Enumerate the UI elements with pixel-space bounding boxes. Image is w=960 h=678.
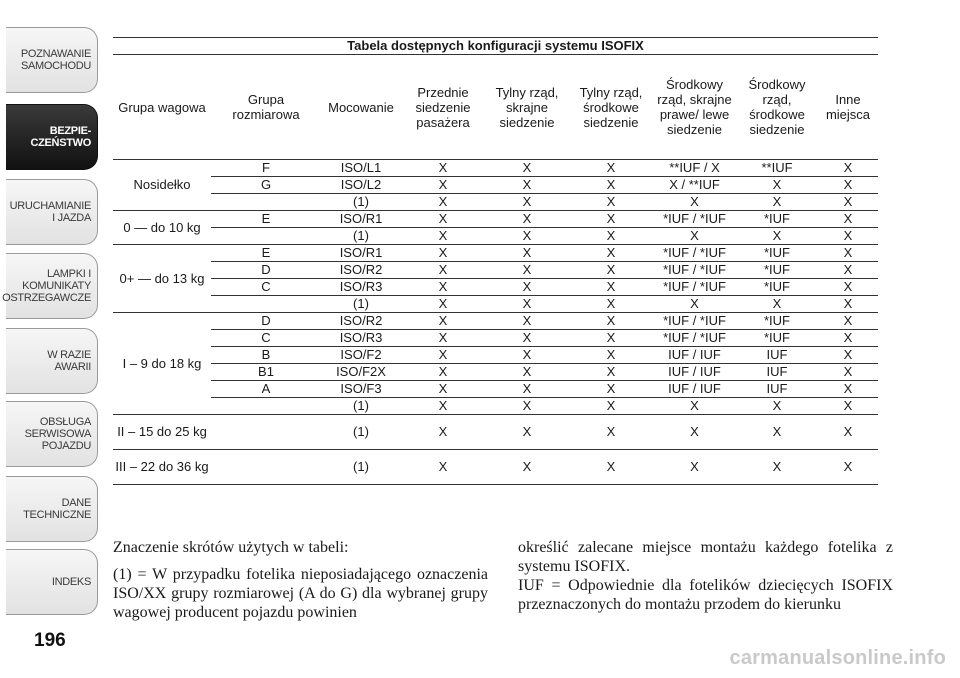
table-cell: *IUF / *IUF [653,262,736,279]
table-row [113,347,878,364]
table-cell: X [818,381,878,398]
table-cell [211,194,321,211]
sidebar-tab-label-line: AWARII [54,361,91,373]
table-cell: X [818,194,878,211]
table-row [113,228,878,245]
table-row [113,177,878,194]
table-cell: X [401,313,485,330]
table-cell: **IUF / X [653,160,736,177]
table-cell: IUF [736,347,818,364]
table-cell: G [211,177,321,194]
notes-left-column [113,538,488,630]
table-row [113,279,878,296]
column-header: Środkowy rząd, skrajne prawe/ lewe siedzenie [653,55,736,160]
table-cell [211,296,321,313]
table-cell: X [818,296,878,313]
table-cell: X [485,415,569,450]
table-cell: X [569,262,653,279]
table-cell: X [569,177,653,194]
sidebar-tab-label [2,268,91,304]
table-cell: X [818,330,878,347]
table-cell: IUF / IUF [653,364,736,381]
table-cell [211,398,321,415]
weight-group-cell: III – 22 do 36 kg [113,450,211,485]
table-cell: ISO/L1 [321,160,401,177]
table-cell: X [485,313,569,330]
isofix-table [113,37,878,485]
table-cell: X [401,415,485,450]
table-cell: **IUF [736,160,818,177]
table-cell: X [653,296,736,313]
table-cell: X [401,398,485,415]
sidebar-tab-label-line: INDEKS [51,576,91,588]
table-cell: X [736,450,818,485]
sidebar-tab-label [25,416,91,452]
table-cell: X [401,450,485,485]
sidebar-tab[interactable] [6,476,98,542]
table-cell: X [653,450,736,485]
table-row [113,194,878,211]
sidebar-tab-label-line: SAMOCHODU [20,60,91,72]
table-cell: *IUF / *IUF [653,245,736,262]
table-cell: X [818,398,878,415]
table-cell: *IUF [736,211,818,228]
table-cell: ISO/R2 [321,313,401,330]
table-cell: X [485,245,569,262]
sidebar-tab[interactable] [6,179,98,245]
table-cell: *IUF [736,279,818,296]
table-cell: F [211,160,321,177]
table-cell: X [818,450,878,485]
weight-group-cell: 0+ — do 13 kg [113,245,211,313]
table-cell: E [211,211,321,228]
sidebar-tab-label-line: SERWISOWA [24,428,91,440]
sidebar-tab-label-line: POZNAWANIE [20,48,91,60]
table-cell: X [818,415,878,450]
table-cell: X [401,262,485,279]
column-header: Mocowanie [321,55,401,160]
table-cell: C [211,330,321,347]
sidebar-tab[interactable] [2,253,98,319]
table-cell: X [401,279,485,296]
table-cell: X [401,296,485,313]
notes-heading: Znaczenie skrótów użytych w tabeli: [113,539,349,556]
table-cell: X [485,211,569,228]
table-cell: X [401,194,485,211]
column-header: Grupa wagowa [113,55,211,160]
table-row [113,296,878,313]
table-cell: X [485,450,569,485]
table-cell: *IUF / *IUF [653,279,736,296]
table-cell: X [485,279,569,296]
sidebar-tab-label [10,200,91,224]
sidebar-tab[interactable] [6,549,98,615]
sidebar-tab-label [23,497,91,521]
table-cell: ISO/R3 [321,330,401,347]
note-3: IUF = Odpowiednie dla fotelików dziecięcych ISOFIX przeznaczonych do montażu przodem do kierunku [518,577,893,613]
table-cell: X [401,245,485,262]
table-cell: X [569,245,653,262]
table-row [113,381,878,398]
sidebar-tab[interactable] [6,328,98,394]
sidebar-tab-label [30,125,91,149]
column-header: Inne miejsca [818,55,878,160]
sidebar-tab-label-line: URUCHAMIANIE [9,200,91,212]
table-cell: X [485,177,569,194]
sidebar-tab-label-line: CZEŃSTWO [30,137,91,149]
column-header: Tylny rząd, skrajne siedzenie [485,55,569,160]
table-header-row [113,55,878,160]
table-cell: X [818,347,878,364]
table-cell: X [401,347,485,364]
table-cell: X [569,364,653,381]
table-cell: E [211,245,321,262]
table-row [113,330,878,347]
table-cell: X [569,330,653,347]
sidebar-tab-label-line: KOMUNIKATY [22,280,91,292]
table-cell: X [569,415,653,450]
sidebar-tab-label-line: OSTRZEGAWCZE [2,292,91,304]
table-cell: X [485,296,569,313]
table-cell: ISO/F2 [321,347,401,364]
table-cell: X [569,347,653,364]
table-cell: X [569,381,653,398]
note-2: określić zalecane miejsce montażu każdego fotelika z systemu ISOFIX. [518,539,893,575]
table-cell: X [485,160,569,177]
watermark: carmanualsonline.info [729,647,946,669]
table-row [113,245,878,262]
table-cell: A [211,381,321,398]
table-cell: X [401,160,485,177]
table-cell: X [569,194,653,211]
table-cell: (1) [321,228,401,245]
table-cell: X [485,381,569,398]
table-cell: X [401,381,485,398]
table-cell: X [736,194,818,211]
table-row [113,364,878,381]
table-cell: X [569,279,653,296]
page-number: 196 [34,630,66,651]
table-cell [211,450,321,485]
table-cell: X [401,330,485,347]
column-header: Tylny rząd, środkowe siedzenie [569,55,653,160]
sidebar-tab[interactable] [6,401,98,467]
table-cell: X [569,313,653,330]
table-cell: X [485,194,569,211]
sidebar-tab-label-line: LAMPKI I [46,268,91,280]
table-cell: *IUF / *IUF [653,313,736,330]
table-cell: X [736,177,818,194]
table-cell: X [401,211,485,228]
table-cell: *IUF [736,245,818,262]
table-cell: *IUF [736,330,818,347]
table-cell: (1) [321,450,401,485]
table-cell: X [485,364,569,381]
table-cell [211,228,321,245]
table-cell: X [818,364,878,381]
table-cell: X / **IUF [653,177,736,194]
table-cell: ISO/R3 [321,279,401,296]
table-cell: X [485,347,569,364]
table-cell: *IUF / *IUF [653,211,736,228]
table-cell: (1) [321,296,401,313]
weight-group-cell: II – 15 do 25 kg [113,415,211,450]
table-cell: *IUF / *IUF [653,330,736,347]
table-cell: X [569,211,653,228]
sidebar-tab[interactable] [6,27,98,93]
sidebar-tab-label [21,48,91,72]
table-cell: X [569,228,653,245]
table-cell: X [818,177,878,194]
table-cell: X [736,296,818,313]
table-cell: IUF [736,364,818,381]
table-cell: *IUF [736,313,818,330]
table-cell: X [818,245,878,262]
sidebar-tab-label-line: DANE [61,497,91,509]
table-cell: X [401,177,485,194]
table-cell: X [485,398,569,415]
table-row [113,160,878,177]
table-row [113,262,878,279]
table-cell: (1) [321,415,401,450]
table-cell: ISO/R1 [321,245,401,262]
weight-group-cell: 0 — do 10 kg [113,211,211,245]
sidebar-tab-label-line: W RAZIE [47,349,91,361]
sidebar-tab-label-line: TECHNICZNE [23,509,91,521]
table-cell: X [818,211,878,228]
table-cell: B1 [211,364,321,381]
table-cell: X [401,364,485,381]
table-cell [211,415,321,450]
table-cell: X [818,228,878,245]
column-header: Przednie siedzenie pasażera [401,55,485,160]
table-cell: X [736,415,818,450]
table-cell: X [569,450,653,485]
table-cell: X [818,262,878,279]
table-cell: X [818,160,878,177]
table-cell: X [653,398,736,415]
table-cell: ISO/L2 [321,177,401,194]
notes-right-column [518,538,893,614]
table-cell: X [485,228,569,245]
table-cell: D [211,262,321,279]
sidebar-tab-label [52,576,91,588]
table-cell: ISO/F2X [321,364,401,381]
table-cell: IUF / IUF [653,347,736,364]
table-cell: X [818,313,878,330]
table-cell: X [485,330,569,347]
table-cell: X [401,228,485,245]
table-cell: ISO/R1 [321,211,401,228]
weight-group-cell: Nosidełko [113,160,211,211]
table-row [113,450,878,485]
table-row [113,398,878,415]
table-cell: IUF [736,381,818,398]
table-cell: D [211,313,321,330]
column-header: Środkowy rząd, środkowe siedzenie [736,55,818,160]
table-title: Tabela dostępnych konfiguracji systemu ISOFIX [113,38,878,55]
table-row [113,313,878,330]
table-cell: X [485,262,569,279]
sidebar-tab[interactable] [6,104,98,170]
sidebar-tab-label [47,349,91,373]
table-cell: B [211,347,321,364]
table-cell: X [736,228,818,245]
table-cell: X [736,398,818,415]
table-cell: (1) [321,194,401,211]
sidebar-tab-label-line: OBSŁUGA [39,416,91,428]
table-row [113,415,878,450]
table-cell: ISO/F3 [321,381,401,398]
sidebar-tab-label-line: POJAZDU [41,440,91,452]
sidebar-tab-label-line: I JAZDA [52,212,91,224]
table-cell: X [569,398,653,415]
note-1: (1) = W przypadku fotelika nieposiadającego oznaczenia ISO/XX grupy rozmiarowej (A do G) dla wybranej grupy wagowej producent pojazdu powinien [113,566,488,621]
table-cell: X [653,194,736,211]
table-cell: IUF / IUF [653,381,736,398]
table-row [113,211,878,228]
table-cell: X [653,415,736,450]
sidebar-tab-label-line: BEZPIE- [49,125,91,137]
table-cell: X [569,296,653,313]
table-cell: C [211,279,321,296]
table-cell: *IUF [736,262,818,279]
column-header: Grupa rozmiarowa [211,55,321,160]
weight-group-cell: I – 9 do 18 kg [113,313,211,415]
table-cell: X [569,160,653,177]
table-cell: X [818,279,878,296]
table-body [113,160,878,485]
table-cell: (1) [321,398,401,415]
table-cell: X [653,228,736,245]
table-cell: ISO/R2 [321,262,401,279]
